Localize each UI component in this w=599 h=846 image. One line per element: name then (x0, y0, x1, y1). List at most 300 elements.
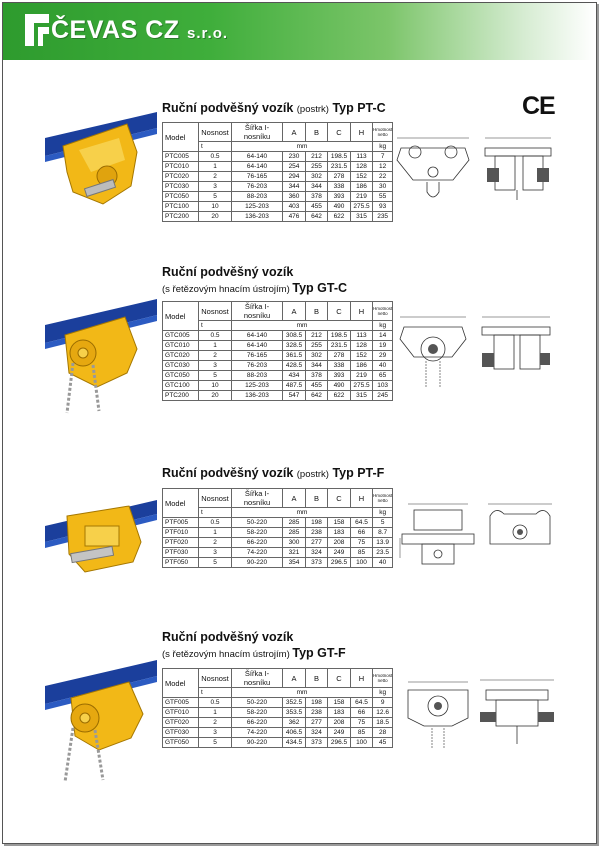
drawing-front-gtc (398, 313, 468, 389)
cell-dim-c: 296.5 (328, 738, 351, 748)
cell-dim-h: 85 (351, 548, 373, 558)
cell-capacity: 1 (199, 162, 232, 172)
table-body (163, 518, 393, 568)
table-row (163, 698, 393, 708)
cell-model: PTF050 (163, 558, 199, 568)
cell-dim-a: 328.5 (283, 341, 306, 351)
cell-dim-b: 373 (306, 738, 328, 748)
column-header-c: C (328, 489, 351, 508)
cell-weight: 12 (373, 162, 393, 172)
column-header-c: C (328, 302, 351, 321)
cell-dim-h: 219 (351, 371, 373, 381)
cell-dim-h: 75 (351, 718, 373, 728)
section-type-label: Typ PT-C (332, 101, 386, 115)
column-header-capacity: Nosnost (199, 669, 232, 688)
column-header-beam-width: Šířka I-nosníku (232, 123, 283, 142)
unit-dimensions: mm (232, 688, 373, 698)
cell-weight: 65 (373, 371, 393, 381)
cell-dim-b: 324 (306, 548, 328, 558)
cell-model: GTC010 (163, 341, 199, 351)
cell-capacity: 5 (199, 371, 232, 381)
cell-weight: 45 (373, 738, 393, 748)
cell-capacity: 3 (199, 182, 232, 192)
cell-dim-c: 198.5 (328, 152, 351, 162)
table-row (163, 152, 393, 162)
table-row (163, 548, 393, 558)
cell-dim-a: 428.5 (283, 361, 306, 371)
drawing-front-gtf (402, 678, 474, 750)
cell-dim-b: 277 (306, 718, 328, 728)
table-row (163, 538, 393, 548)
cell-weight: 23.5 (373, 548, 393, 558)
cell-capacity: 0.5 (199, 331, 232, 341)
cell-dim-a: 352.5 (283, 698, 306, 708)
cell-dim-a: 300 (283, 538, 306, 548)
cell-dim-b: 255 (306, 341, 328, 351)
column-header-a: A (283, 669, 306, 688)
table-row (163, 718, 393, 728)
cell-capacity: 0.5 (199, 152, 232, 162)
cell-dim-h: 186 (351, 361, 373, 371)
cell-dim-c: 183 (328, 528, 351, 538)
column-header-c: C (328, 669, 351, 688)
cell-weight: 12.6 (373, 708, 393, 718)
header-banner (3, 3, 595, 60)
unit-capacity: t (199, 321, 232, 331)
cell-dim-b: 238 (306, 708, 328, 718)
cell-weight: 5 (373, 518, 393, 528)
cell-dim-h: 186 (351, 182, 373, 192)
cell-model: GTF010 (163, 708, 199, 718)
cell-model: PTC005 (163, 152, 199, 162)
section-type-label: Typ GT-C (292, 281, 348, 295)
cell-capacity: 20 (199, 391, 232, 401)
cell-dim-a: 294 (283, 172, 306, 182)
cell-beam-width: 136-203 (232, 391, 283, 401)
brand-name-text: ČEVAS CZ (51, 16, 180, 44)
drawing-side-gtc (476, 311, 556, 391)
table-row (163, 192, 393, 202)
cell-dim-b: 344 (306, 182, 328, 192)
cell-weight: 14 (373, 331, 393, 341)
cell-dim-c: 490 (328, 381, 351, 391)
cell-dim-c: 198.5 (328, 331, 351, 341)
column-header-capacity: Nosnost (199, 489, 232, 508)
table-body (163, 698, 393, 748)
table-row (163, 351, 393, 361)
column-header-weight: Hmotnost netto (373, 489, 393, 508)
cell-model: PTF020 (163, 538, 199, 548)
cell-capacity: 1 (199, 341, 232, 351)
trolley-photo-gtc (45, 293, 157, 415)
cell-dim-b: 212 (306, 152, 328, 162)
cell-model: GTF030 (163, 728, 199, 738)
cell-dim-a: 406.5 (283, 728, 306, 738)
table-row (163, 558, 393, 568)
cell-dim-a: 308.5 (283, 331, 306, 341)
ce-mark: CE (522, 92, 555, 120)
table-row (163, 331, 393, 341)
cell-beam-width: 64-140 (232, 341, 283, 351)
cell-dim-c: 393 (328, 192, 351, 202)
cell-dim-b: 373 (306, 558, 328, 568)
cell-weight: 40 (373, 361, 393, 371)
cell-capacity: 10 (199, 202, 232, 212)
cell-dim-h: 75 (351, 538, 373, 548)
section-title-text: Ruční podvěšný vozík (162, 101, 294, 115)
unit-weight: kg (373, 142, 393, 152)
cell-dim-h: 275.5 (351, 202, 373, 212)
cell-dim-c: 231.5 (328, 162, 351, 172)
section-title-text: Ruční podvěšný vozík (162, 466, 294, 480)
cell-weight: 13.9 (373, 538, 393, 548)
cell-dim-h: 85 (351, 728, 373, 738)
cell-dim-c: 183 (328, 708, 351, 718)
section-title-gtc (162, 265, 293, 279)
table-row (163, 528, 393, 538)
column-header-h: H (351, 489, 373, 508)
cell-capacity: 2 (199, 351, 232, 361)
cell-beam-width: 66-220 (232, 538, 283, 548)
cell-dim-c: 338 (328, 182, 351, 192)
cell-beam-width: 50-220 (232, 698, 283, 708)
cell-beam-width: 76-165 (232, 172, 283, 182)
column-header-b: B (306, 302, 328, 321)
section-title-text: Ruční podvěšný vozík (162, 265, 294, 279)
table-row (163, 182, 393, 192)
cell-dim-h: 64.5 (351, 698, 373, 708)
cell-model: PTF005 (163, 518, 199, 528)
cell-dim-b: 455 (306, 202, 328, 212)
cell-model: GTC100 (163, 381, 199, 391)
spec-table-gtc (162, 301, 393, 401)
cell-dim-h: 128 (351, 162, 373, 172)
table-row (163, 172, 393, 182)
column-header-capacity: Nosnost (199, 302, 232, 321)
cell-weight: 9 (373, 698, 393, 708)
cell-beam-width: 76-203 (232, 182, 283, 192)
cell-capacity: 3 (199, 548, 232, 558)
cell-weight: 18.5 (373, 718, 393, 728)
cell-dim-h: 66 (351, 528, 373, 538)
cell-model: GTC050 (163, 371, 199, 381)
cell-capacity: 10 (199, 381, 232, 391)
cell-beam-width: 88-203 (232, 192, 283, 202)
cell-dim-a: 361.5 (283, 351, 306, 361)
cell-dim-h: 64.5 (351, 518, 373, 528)
cell-dim-h: 275.5 (351, 381, 373, 391)
cell-dim-c: 278 (328, 172, 351, 182)
cell-dim-c: 231.5 (328, 341, 351, 351)
cell-dim-h: 100 (351, 738, 373, 748)
drawing-side-gtf (476, 676, 558, 752)
cell-beam-width: 90-220 (232, 738, 283, 748)
cell-capacity: 1 (199, 528, 232, 538)
cell-dim-c: 249 (328, 728, 351, 738)
cell-beam-width: 125-203 (232, 202, 283, 212)
cell-dim-h: 219 (351, 192, 373, 202)
cell-capacity: 2 (199, 172, 232, 182)
unit-dimensions: mm (232, 321, 373, 331)
column-header-c: C (328, 123, 351, 142)
table-row (163, 738, 393, 748)
cell-capacity: 5 (199, 192, 232, 202)
cell-beam-width: 125-203 (232, 381, 283, 391)
cell-dim-a: 547 (283, 391, 306, 401)
unit-dimensions: mm (232, 142, 373, 152)
drawing-front-ptc (395, 130, 472, 208)
cell-dim-c: 208 (328, 718, 351, 728)
cell-dim-b: 642 (306, 391, 328, 401)
table-row (163, 341, 393, 351)
section-title-ptf (162, 466, 384, 480)
cell-dim-a: 353.5 (283, 708, 306, 718)
column-header-weight: Hmotnost netto (373, 123, 393, 142)
cell-dim-c: 296.5 (328, 558, 351, 568)
cell-dim-c: 158 (328, 698, 351, 708)
trolley-photo-ptc (45, 112, 157, 222)
cell-dim-a: 476 (283, 212, 306, 222)
table-row (163, 708, 393, 718)
column-header-b: B (306, 669, 328, 688)
unit-weight: kg (373, 321, 393, 331)
cell-dim-a: 285 (283, 528, 306, 538)
column-header-h: H (351, 669, 373, 688)
cell-dim-c: 490 (328, 202, 351, 212)
cell-dim-b: 642 (306, 212, 328, 222)
cell-dim-b: 238 (306, 528, 328, 538)
cell-dim-c: 622 (328, 391, 351, 401)
cell-dim-a: 403 (283, 202, 306, 212)
cell-weight: 22 (373, 172, 393, 182)
cell-beam-width: 76-165 (232, 351, 283, 361)
cell-dim-a: 354 (283, 558, 306, 568)
section-type-label: Typ GT-F (292, 646, 346, 660)
cell-dim-a: 230 (283, 152, 306, 162)
cell-model: PTF010 (163, 528, 199, 538)
cell-beam-width: 66-220 (232, 718, 283, 728)
table-row (163, 202, 393, 212)
cell-capacity: 5 (199, 738, 232, 748)
table-row (163, 212, 393, 222)
cell-model: GTC005 (163, 331, 199, 341)
unit-capacity: t (199, 142, 232, 152)
column-header-weight: Hmotnost netto (373, 669, 393, 688)
section-type-label: Typ PT-F (332, 466, 385, 480)
cell-dim-b: 198 (306, 518, 328, 528)
company-logo-icon (25, 14, 49, 46)
cell-weight: 7 (373, 152, 393, 162)
unit-weight: kg (373, 508, 393, 518)
cell-beam-width: 90-220 (232, 558, 283, 568)
trolley-photo-gtf (45, 660, 157, 785)
column-header-beam-width: Šířka I-nosníku (232, 302, 283, 321)
cell-beam-width: 74-220 (232, 548, 283, 558)
cell-model: GTF050 (163, 738, 199, 748)
column-header-a: A (283, 489, 306, 508)
column-header-beam-width: Šířka I-nosníku (232, 669, 283, 688)
cell-weight: 245 (373, 391, 393, 401)
cell-dim-h: 100 (351, 558, 373, 568)
cell-weight: 55 (373, 192, 393, 202)
cell-beam-width: 136-203 (232, 212, 283, 222)
cell-weight: 19 (373, 341, 393, 351)
spec-table-ptc (162, 122, 393, 222)
section-subtitle-gtf (162, 646, 346, 660)
cell-beam-width: 64-140 (232, 331, 283, 341)
cell-dim-b: 455 (306, 381, 328, 391)
column-header-a: A (283, 302, 306, 321)
cell-capacity: 2 (199, 718, 232, 728)
cell-beam-width: 64-140 (232, 152, 283, 162)
cell-weight: 103 (373, 381, 393, 391)
column-header-model: Model (163, 123, 199, 152)
cell-model: PTC100 (163, 202, 199, 212)
cell-capacity: 3 (199, 361, 232, 371)
cell-dim-a: 360 (283, 192, 306, 202)
column-header-b: B (306, 123, 328, 142)
cell-beam-width: 50-220 (232, 518, 283, 528)
cell-dim-h: 152 (351, 351, 373, 361)
cell-weight: 28 (373, 728, 393, 738)
cell-dim-b: 378 (306, 371, 328, 381)
cell-dim-b: 277 (306, 538, 328, 548)
cell-weight: 8.7 (373, 528, 393, 538)
section-title-text: Ruční podvěšný vozík (162, 630, 294, 644)
column-header-h: H (351, 123, 373, 142)
cell-beam-width: 58-220 (232, 708, 283, 718)
trolley-photo-ptf (45, 490, 157, 580)
column-header-b: B (306, 489, 328, 508)
cell-capacity: 0.5 (199, 518, 232, 528)
table-row (163, 361, 393, 371)
cell-model: PTC050 (163, 192, 199, 202)
column-header-capacity: Nosnost (199, 123, 232, 142)
cell-weight: 235 (373, 212, 393, 222)
cell-dim-b: 378 (306, 192, 328, 202)
table-body (163, 331, 393, 401)
section-subtitle-text: (s řetězovým hnacím ústrojím) (162, 284, 290, 295)
cell-dim-a: 362 (283, 718, 306, 728)
cell-dim-a: 254 (283, 162, 306, 172)
brand-suffix-text: s.r.o. (187, 25, 229, 42)
cell-dim-b: 344 (306, 361, 328, 371)
table-row (163, 162, 393, 172)
cell-dim-c: 208 (328, 538, 351, 548)
unit-capacity: t (199, 508, 232, 518)
cell-dim-h: 152 (351, 172, 373, 182)
drawing-side-ptc (477, 130, 557, 208)
section-subtitle-text: (s řetězovým hnacím ústrojím) (162, 649, 290, 660)
cell-model: GTF005 (163, 698, 199, 708)
column-header-h: H (351, 302, 373, 321)
cell-dim-h: 315 (351, 212, 373, 222)
spec-table-gtf (162, 668, 393, 748)
cell-model: PTC030 (163, 182, 199, 192)
cell-weight: 40 (373, 558, 393, 568)
cell-capacity: 0.5 (199, 698, 232, 708)
unit-weight: kg (373, 688, 393, 698)
cell-model: GTF020 (163, 718, 199, 728)
column-header-weight: Hmotnost netto (373, 302, 393, 321)
cell-dim-a: 434 (283, 371, 306, 381)
section-title-ptc (162, 101, 386, 115)
cell-weight: 93 (373, 202, 393, 212)
cell-dim-c: 158 (328, 518, 351, 528)
cell-capacity: 1 (199, 708, 232, 718)
cell-dim-a: 321 (283, 548, 306, 558)
cell-dim-c: 622 (328, 212, 351, 222)
drawing-side-ptf (484, 500, 556, 560)
cell-dim-h: 128 (351, 341, 373, 351)
cell-dim-a: 344 (283, 182, 306, 192)
section-subtitle-gtc (162, 281, 347, 295)
section-note: (postrk) (296, 469, 329, 480)
table-row (163, 728, 393, 738)
cell-capacity: 20 (199, 212, 232, 222)
cell-dim-b: 212 (306, 331, 328, 341)
cell-capacity: 5 (199, 558, 232, 568)
cell-dim-h: 113 (351, 331, 373, 341)
cell-model: PTC200 (163, 391, 199, 401)
cell-model: PTC020 (163, 172, 199, 182)
cell-dim-b: 302 (306, 351, 328, 361)
column-header-model: Model (163, 489, 199, 518)
cell-model: PTC010 (163, 162, 199, 172)
cell-model: GTC030 (163, 361, 199, 371)
table-row (163, 518, 393, 528)
cell-beam-width: 58-220 (232, 528, 283, 538)
cell-dim-b: 302 (306, 172, 328, 182)
section-note: (postrk) (296, 104, 329, 115)
brand-name (51, 16, 228, 45)
table-row (163, 391, 393, 401)
cell-dim-c: 278 (328, 351, 351, 361)
cell-model: GTC020 (163, 351, 199, 361)
section-title-gtf (162, 630, 293, 644)
cell-dim-b: 324 (306, 728, 328, 738)
cell-dim-h: 113 (351, 152, 373, 162)
cell-beam-width: 76-203 (232, 361, 283, 371)
table-row (163, 381, 393, 391)
cell-dim-c: 338 (328, 361, 351, 371)
drawing-front-ptf (398, 498, 478, 572)
cell-dim-c: 249 (328, 548, 351, 558)
unit-capacity: t (199, 688, 232, 698)
column-header-model: Model (163, 669, 199, 698)
cell-model: PTF030 (163, 548, 199, 558)
table-row (163, 371, 393, 381)
spec-table-ptf (162, 488, 393, 568)
cell-capacity: 3 (199, 728, 232, 738)
cell-weight: 30 (373, 182, 393, 192)
cell-beam-width: 88-203 (232, 371, 283, 381)
cell-weight: 29 (373, 351, 393, 361)
cell-capacity: 2 (199, 538, 232, 548)
cell-model: PTC200 (163, 212, 199, 222)
cell-dim-b: 255 (306, 162, 328, 172)
column-header-model: Model (163, 302, 199, 331)
unit-dimensions: mm (232, 508, 373, 518)
cell-dim-h: 315 (351, 391, 373, 401)
cell-dim-c: 393 (328, 371, 351, 381)
cell-beam-width: 74-220 (232, 728, 283, 738)
table-body (163, 152, 393, 222)
cell-dim-b: 198 (306, 698, 328, 708)
cell-dim-a: 285 (283, 518, 306, 528)
column-header-beam-width: Šířka I-nosníku (232, 489, 283, 508)
cell-dim-h: 66 (351, 708, 373, 718)
